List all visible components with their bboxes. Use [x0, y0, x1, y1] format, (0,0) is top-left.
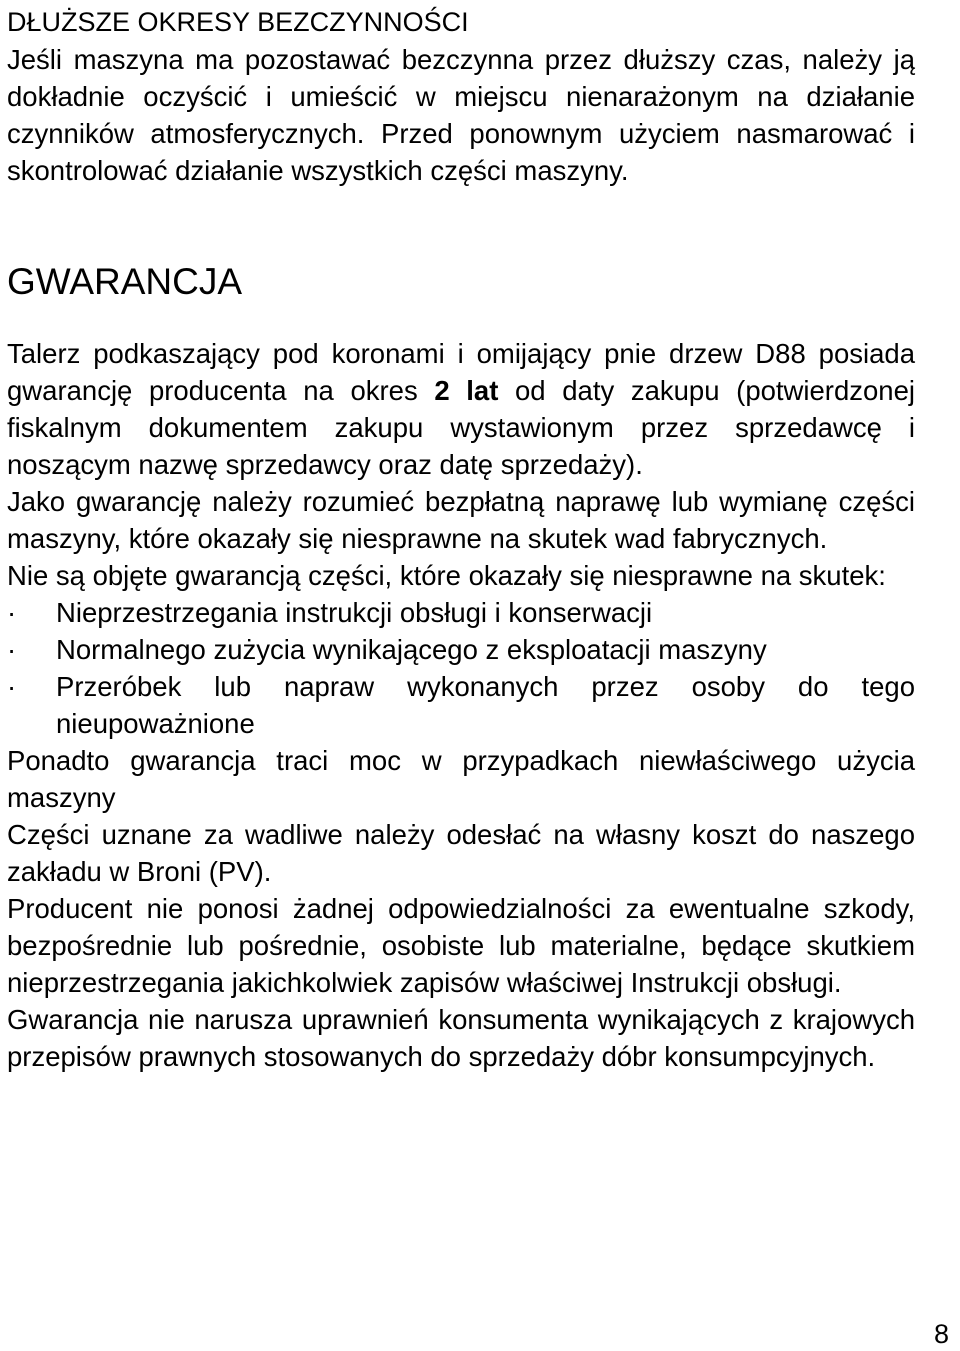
- document-page: [7, 4, 915, 1075]
- idle-section-title: DŁUŻSZE OKRESY BEZCZYNNOŚCI: [7, 7, 469, 37]
- warranty-paragraph-misuse: Ponadto gwarancja traci moc w przypadkach niewłaściwego użycia maszyny: [7, 745, 915, 813]
- page-number: 8: [934, 1319, 950, 1349]
- list-item-text: Przeróbek lub napraw wykonanych przez osoby do tego nieupoważnione: [56, 671, 915, 739]
- warranty-period-text-end: od daty zakupu (potwierdzonej fiskalnym dokumentem zakupu wystawionym przez sprzedawcę i noszącym nazwę sprzedawcy oraz datę sprzedaży).: [7, 375, 916, 480]
- warranty-period-text-start: Talerz podkaszający pod koronami i omijający pnie drzew D88 posiada gwarancję producenta na okres: [7, 338, 915, 406]
- warranty-heading: GWARANCJA: [7, 261, 243, 302]
- list-item: [7, 594, 915, 631]
- warranty-period-bold: 2 lat: [434, 375, 499, 406]
- bullet: ·: [7, 634, 17, 665]
- warranty-paragraph-exclusions: Nie są objęte gwarancją części, które okazały się niesprawne na skutek:: [7, 560, 886, 591]
- warranty-paragraph-period: [7, 335, 915, 483]
- idle-section-text: Jeśli maszyna ma pozostawać bezczynna przez dłuższy czas, należy ją dokładnie oczyścić i umieścić w miejscu nienarażonym na działanie czynników atmosferycznych. Przed ponownym użyciem nasmarować i skontrolować działanie wszystkich części maszyny.: [7, 44, 915, 186]
- warranty-paragraph-scope: Jako gwarancję należy rozumieć bezpłatną naprawę lub wymianę części maszyny, które okazały się niesprawne na skutek wad fabrycznych.: [7, 486, 915, 554]
- bullet: ·: [7, 671, 17, 702]
- idle-section: [7, 4, 915, 189]
- list-item: [7, 668, 915, 742]
- exclusions-list: [7, 594, 915, 742]
- list-item: [7, 631, 915, 668]
- bullet: ·: [7, 597, 17, 628]
- list-item-text: Nieprzestrzegania instrukcji obsługi i konserwacji: [56, 597, 653, 628]
- warranty-section: [7, 260, 915, 1075]
- warranty-paragraph-return: Części uznane za wadliwe należy odesłać na własny koszt do naszego zakładu w Broni (PV).: [7, 819, 915, 887]
- warranty-paragraph-liability: Producent nie ponosi żadnej odpowiedzialności za ewentualne szkody, bezpośrednie lub pośrednie, osobiste lub materialne, będące skutkiem nieprzestrzegania jakichkolwiek zapisów właściwej Instrukcji obsługi.: [7, 893, 915, 998]
- list-item-text: Normalnego zużycia wynikającego z eksploatacji maszyny: [56, 634, 767, 665]
- warranty-paragraph-consumer-rights: Gwarancja nie narusza uprawnień konsumenta wynikających z krajowych przepisów prawnych stosowanych do sprzedaży dóbr konsumpcyjnych.: [7, 1004, 915, 1072]
